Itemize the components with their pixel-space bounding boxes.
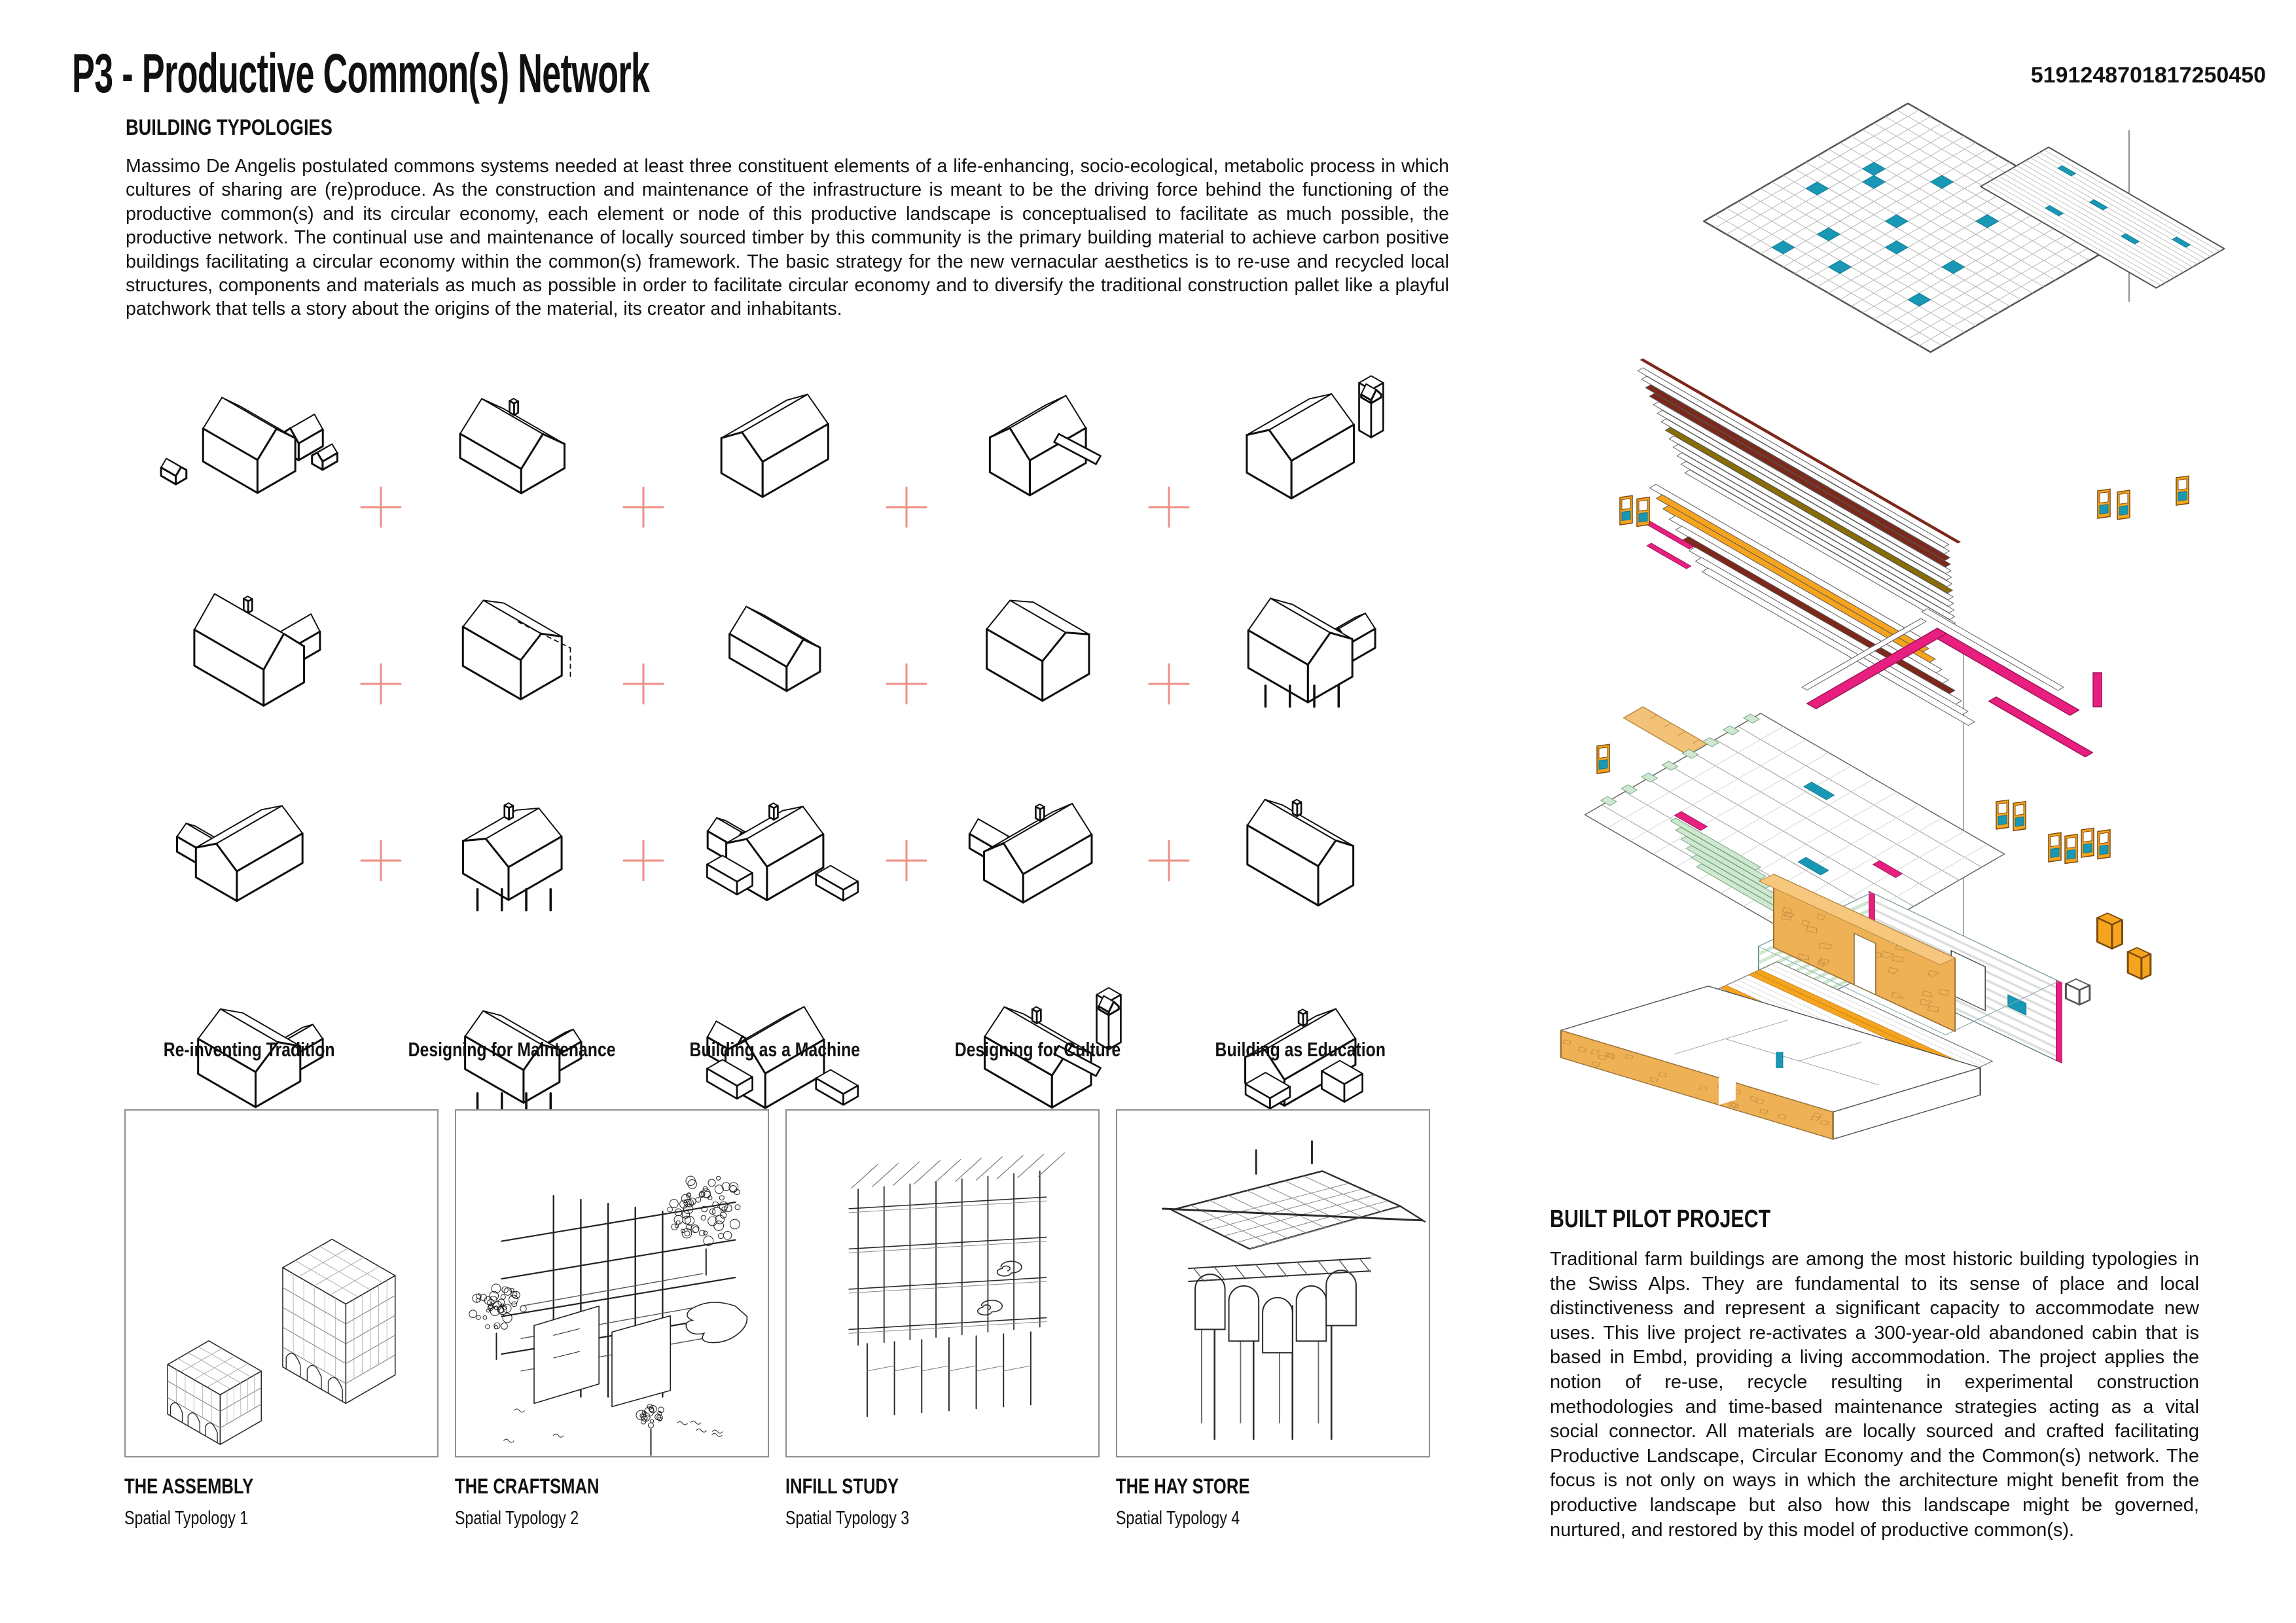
sketch-shed-on-posts bbox=[463, 803, 562, 910]
typology-sketch-cell bbox=[118, 330, 381, 534]
box-subtitle-2: Spatial Typology 2 bbox=[455, 1508, 579, 1529]
typology-sketch-cell bbox=[1169, 534, 1432, 738]
infill-sketch bbox=[785, 1109, 1100, 1457]
typology-sketch-cell bbox=[1169, 738, 1432, 942]
sketch-gabled-house-with-extension bbox=[463, 600, 570, 699]
window-cluster bbox=[1597, 744, 1609, 774]
built-pilot-heading: BUILT PILOT PROJECT bbox=[1550, 1205, 1771, 1233]
sketch-mill-with-chute bbox=[990, 396, 1100, 495]
typology-sketch-cell bbox=[118, 534, 381, 738]
typology-column-labels bbox=[118, 1038, 1432, 1061]
typology-sketch-canopy-pavilion bbox=[914, 541, 1161, 732]
typology-sketch-split-level-longhouse bbox=[651, 336, 899, 528]
sketch-elevated-bent-volume bbox=[465, 1010, 581, 1114]
sketch-deep-roof-farmhouse bbox=[969, 804, 1092, 902]
typology-sketch-mill-with-chute bbox=[914, 336, 1161, 528]
column-label-5: Building as Education bbox=[1215, 1038, 1386, 1061]
typology-sketch-angled-warehouse bbox=[651, 541, 899, 732]
window-cluster bbox=[2049, 826, 2110, 866]
column-label-3: Building as a Machine bbox=[689, 1038, 861, 1061]
typology-sketch-cross-gabled-church bbox=[389, 336, 636, 528]
typology-sketch-cell bbox=[643, 330, 906, 534]
box-title-4: THE HAY STORE bbox=[1116, 1474, 1250, 1498]
hay-store-sketch bbox=[1116, 1109, 1430, 1457]
sketch-terraced-zigzag-block bbox=[708, 803, 858, 901]
assembly-sketch bbox=[124, 1109, 439, 1457]
typology-sketch-deep-roof-farmhouse bbox=[914, 744, 1161, 936]
sheet-code: 5191248701817250450 bbox=[2030, 63, 2266, 88]
typology-sketch-cell bbox=[1169, 330, 1432, 534]
tree-sketch bbox=[636, 1404, 664, 1455]
typology-sketch-linked-twin-gables bbox=[126, 744, 372, 936]
column-label-2: Designing for Maintenance bbox=[408, 1038, 616, 1061]
window-cluster bbox=[2098, 486, 2130, 522]
spatial-typology-box-1 bbox=[124, 1109, 439, 1529]
typology-sketch-cell bbox=[381, 738, 644, 942]
sketch-house-on-plinth bbox=[1249, 598, 1376, 706]
building-typologies-heading: BUILDING TYPOLOGIES bbox=[126, 115, 332, 140]
typology-sketch-cell bbox=[906, 330, 1170, 534]
sketch-canopy-pavilion bbox=[986, 600, 1088, 700]
typology-sketch-gabled-house-with-extension bbox=[389, 541, 636, 732]
tree-sketch bbox=[668, 1176, 740, 1275]
sketch-angled-warehouse bbox=[730, 607, 820, 691]
box-subtitle-4: Spatial Typology 4 bbox=[1116, 1508, 1240, 1529]
column-label-4: Designing for Culture bbox=[954, 1038, 1121, 1061]
box-subtitle-3: Spatial Typology 3 bbox=[785, 1508, 910, 1529]
typology-sketch-farmhouse-with-outbuildings bbox=[126, 336, 372, 528]
typology-sketch-low-hall-with-monitor bbox=[1177, 744, 1424, 936]
sketch-linked-twin-gables bbox=[177, 806, 303, 901]
sketch-farmhouse-with-outbuildings bbox=[161, 398, 337, 493]
box-title-1: THE ASSEMBLY bbox=[124, 1474, 254, 1498]
typology-sketch-shed-on-posts bbox=[389, 744, 636, 936]
window-cluster bbox=[1620, 493, 1649, 529]
sketch-low-hall-with-monitor bbox=[1247, 800, 1354, 906]
typology-sketch-cell bbox=[381, 534, 644, 738]
sketch-longhouse-with-annex bbox=[194, 594, 320, 705]
typology-sketch-cell bbox=[906, 534, 1170, 738]
box-title-2: THE CRAFTSMAN bbox=[455, 1474, 600, 1498]
typology-sketch-cell bbox=[643, 534, 906, 738]
typology-sketch-house-on-plinth bbox=[1177, 541, 1424, 732]
spatial-typology-box-4 bbox=[1116, 1109, 1430, 1529]
typology-sketch-cell bbox=[906, 738, 1170, 942]
box-subtitle-1: Spatial Typology 1 bbox=[124, 1508, 249, 1529]
spatial-typology-box-3 bbox=[785, 1109, 1100, 1529]
window-cluster bbox=[1996, 798, 2026, 833]
sketch-hamlet-cluster-with-tower bbox=[1247, 376, 1383, 499]
building-typologies-body: Massimo De Angelis postulated commons systems needed at least three constituent elements of a life-enhancing, socio-ecological, metabolic process in which cultures of sharing are (re)produce. As the construction and maintenance of the infrastructure is meant to be the driving force behind the functioning of the productive common(s) and its circular economy, each element or node of this productive landscape is conceptualised to facilitate as much possible, the productive network. The continual use and maintenance of locally sourced timber by this community is the primary building material to achieve carbon positive buildings facilitating a circular economy within the common(s) framework. The basic strategy for the new vernacular aesthetics is to re-use and recycled local structures, components and materials as much as possible in order to facilitate circular economy and to diversify the traditional construction pallet like a playful patchwork that tells a story about the origins of the material, its creator and inhabitants. bbox=[126, 156, 1449, 320]
window-cluster bbox=[2176, 476, 2189, 505]
craftsman-sketch bbox=[455, 1109, 769, 1457]
typology-sketch-terraced-zigzag-block bbox=[651, 744, 899, 936]
built-pilot-body: Traditional farm buildings are among the most historic building typologies in the Swiss Alps. They are fundamental to its sense of place and local distinctiveness and represent a significant capacity to accommodate new uses. This live project re-activates a 300-year-old abandoned cabin that is based in Embd, providing a living accommodation. The project applies the notion of re-use, recycle resulting in experimental construction methodologies and time-based maintenance strategies acting as a vital social connector. All materials are locally sourced and crafted facilitating Productive Landscape, Circular Economy and the Common(s) network. The focus is not only on ways in which the architecture might benefit from the productive landscape but also how this landscape might be governed, nurtured, and restored by this model of productive common(s). bbox=[1550, 1249, 2199, 1541]
spatial-typology-box-2 bbox=[455, 1109, 769, 1529]
typology-sketch-longhouse-with-annex bbox=[126, 541, 372, 732]
typology-sketch-grid bbox=[118, 330, 1432, 1037]
exploded-axonometric-of-pilot-cabin bbox=[1561, 103, 2225, 1139]
page-title: P3 - Productive Common(s) Network bbox=[72, 43, 650, 104]
typology-sketch-cell bbox=[381, 330, 644, 534]
typology-sketch-cell bbox=[643, 738, 906, 942]
tree-sketch bbox=[469, 1284, 526, 1359]
sketch-cross-gabled-church bbox=[460, 399, 565, 493]
typology-sketch-hamlet-cluster-with-tower bbox=[1177, 336, 1424, 528]
sketch-split-level-longhouse bbox=[721, 395, 828, 497]
exploded-axonometric bbox=[1545, 85, 2265, 1145]
box-title-3: INFILL STUDY bbox=[785, 1474, 899, 1498]
column-label-1: Re-inventing Tradition bbox=[163, 1038, 335, 1061]
typology-sketch-cell bbox=[118, 738, 381, 942]
